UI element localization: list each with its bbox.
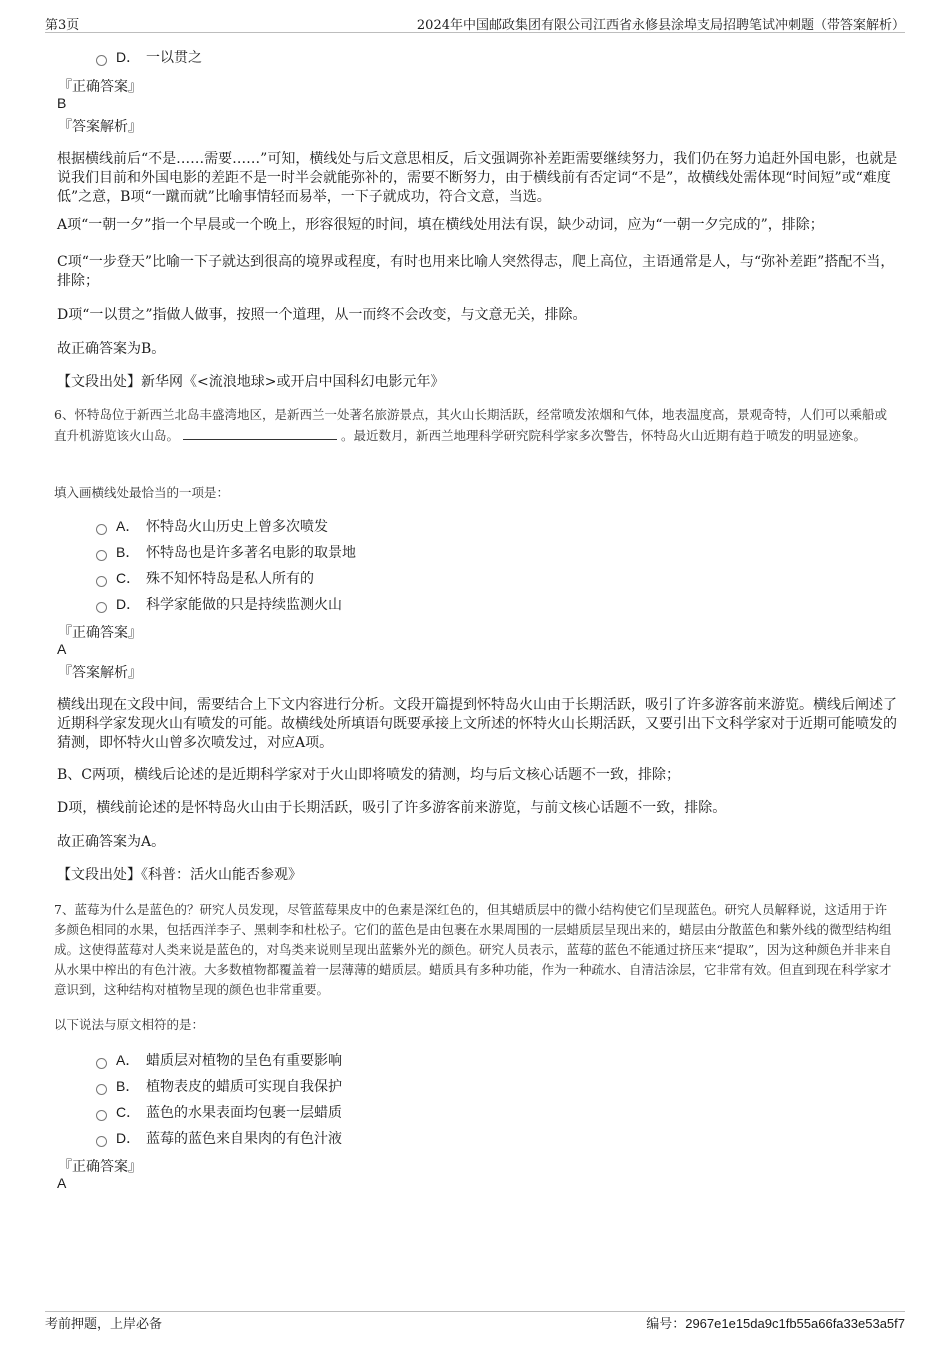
q7-answer: A — [57, 1175, 67, 1191]
q6-analysis-p2: B、C两项，横线后论述的是近期科学家对于火山即将喷发的猜测，均与后文核心话题不一致，排除； — [57, 767, 680, 783]
q6-answer-label: 『正确答案』 — [58, 625, 142, 641]
radio-icon[interactable] — [96, 550, 107, 561]
page-header — [0, 0, 950, 34]
radio-icon[interactable] — [96, 55, 107, 66]
q6-option-a[interactable] — [96, 516, 328, 536]
page-number: 第3页 — [45, 18, 80, 33]
option-text: 一以贯之 — [146, 50, 202, 66]
radio-icon[interactable] — [96, 602, 107, 613]
radio-icon[interactable] — [96, 1084, 107, 1095]
option-text: 殊不知怀特岛是私人所有的 — [146, 571, 314, 587]
footer-divider — [45, 1311, 905, 1312]
q5-answer-label: 『正确答案』 — [58, 79, 142, 95]
q6-option-d[interactable] — [96, 594, 342, 614]
option-letter: B． — [116, 1078, 140, 1094]
footer-code-value: 2967e1e15da9c1fb55a66fa33e53a5f7 — [685, 1316, 905, 1331]
q7-answer-label: 『正确答案』 — [58, 1159, 142, 1175]
radio-icon[interactable] — [96, 1136, 107, 1147]
option-text: 怀特岛也是许多著名电影的取景地 — [146, 545, 356, 561]
fill-blank — [183, 425, 337, 440]
option-letter: C． — [116, 570, 141, 586]
option-letter: A． — [116, 518, 140, 534]
q7-option-c[interactable] — [96, 1102, 342, 1122]
q6-answer: A — [57, 641, 67, 657]
q5-answer: B — [57, 95, 67, 111]
q6-analysis-p1: 横线出现在文段中间，需要结合上下文内容进行分析。文段开篇提到怀特岛火山由于长期活跃，吸引了许多游客前来游览。横线后阐述了近期科学家发现火山有喷发的可能。故横线处所填语句既要承接上文所述的怀特火山长期活跃，又要引出下文科学家对于近期可能喷发的猜测，即怀特火山曾多次喷发过，对应A项。 — [57, 697, 897, 751]
q7-option-d[interactable] — [96, 1128, 342, 1148]
q5-analysis-p2: A项“一朝一夕”指一个早晨或一个晚上，形容很短的时间，填在横线处用法有误，缺少动词，应为“一朝一夕完成的”，排除； — [57, 217, 824, 233]
radio-icon[interactable] — [96, 576, 107, 587]
q5-source: 【文段出处】新华网《<流浪地球>或开启中国科幻电影元年》 — [57, 374, 445, 390]
q6-analysis-p3: D项，横线前论述的是怀特岛火山由于长期活跃，吸引了许多游客前来游览，与前文核心话题不一致，排除。 — [57, 800, 727, 816]
option-letter: D． — [116, 596, 141, 612]
option-text: 蓝莓的蓝色来自果肉的有色汁液 — [146, 1131, 342, 1147]
document-title: 2024年中国邮政集团有限公司江西省永修县涂埠支局招聘笔试冲刺题（带答案解析） — [416, 18, 905, 33]
q7-option-a[interactable] — [96, 1050, 342, 1070]
footer-code-label: 编号： — [646, 1317, 686, 1332]
option-letter: D． — [116, 1130, 141, 1146]
q6-question-text — [54, 405, 899, 446]
q6-source: 【文段出处】《科普：活火山能否参观》 — [57, 867, 302, 883]
q6-analysis-label: 『答案解析』 — [58, 665, 142, 681]
q6-option-c[interactable] — [96, 568, 314, 588]
option-letter: A． — [116, 1052, 140, 1068]
radio-icon[interactable] — [96, 524, 107, 535]
q6-text-part2: 。最近数月，新西兰地理科学研究院科学家多次警告，怀特岛火山近期有趋于喷发的明显迹象。 — [341, 428, 867, 443]
q5-option-d[interactable] — [96, 47, 202, 67]
radio-icon[interactable] — [96, 1110, 107, 1121]
footer-slogan: 考前押题，上岸必备 — [45, 1317, 163, 1332]
footer-code — [646, 1313, 905, 1332]
q7-prompt: 以下说法与原文相符的是： — [54, 1017, 205, 1032]
option-letter: B． — [116, 544, 140, 560]
q5-analysis-p5: 故正确答案为B。 — [57, 341, 166, 357]
q5-analysis-p1: 根据横线前后“不是……需要……”可知，横线处与后文意思相反，后文强调弥补差距需要继续努力，我们仍在努力追赶外国电影，也就是说我们目前和外国电影的差距不是一时半会就能弥补的，需要不断努力，由于横线前有否定词“不是”，故横线处需体现“时间短”或“难度低”之意，B项“一蹴而就”比喻事情轻而易举，一下子就成功，符合文意，当选。 — [57, 151, 898, 205]
option-text: 植物表皮的蜡质可实现自我保护 — [146, 1079, 342, 1095]
option-text: 蜡质层对植物的呈色有重要影响 — [146, 1053, 342, 1069]
header-divider — [45, 32, 905, 33]
q5-analysis-p3: C项“一步登天”比喻一下子就达到很高的境界或程度，有时也用来比喻人突然得志，爬上高位，主语通常是人，与“弥补差距”搭配不当，排除； — [57, 254, 895, 289]
option-letter: C． — [116, 1104, 141, 1120]
option-letter: D． — [116, 49, 141, 65]
q6-analysis-p4: 故正确答案为A。 — [57, 834, 166, 850]
q5-analysis-p4: D项“一以贯之”指做人做事，按照一个道理，从一而终不会改变，与文意无关，排除。 — [57, 307, 587, 323]
q7-option-b[interactable] — [96, 1076, 342, 1096]
radio-icon[interactable] — [96, 1058, 107, 1069]
q6-text-part1: 6、怀特岛位于新西兰北岛丰盛湾地区，是新西兰一处著名旅游景点，其火山长期活跃，经常喷发浓烟和气体，地表温度高，景观奇特，人们可以乘船或直升机游览该火山岛。 — [54, 407, 887, 443]
option-text: 怀特岛火山历史上曾多次喷发 — [146, 519, 328, 535]
option-text: 科学家能做的只是持续监测火山 — [146, 597, 342, 613]
q5-analysis-label: 『答案解析』 — [58, 119, 142, 135]
q6-prompt: 填入画横线处最恰当的一项是： — [54, 485, 230, 500]
q7-question-text: 7、蓝莓为什么是蓝色的？研究人员发现，尽管蓝莓果皮中的色素是深红色的，但其蜡质层中的微小结构使它们呈现蓝色。研究人员解释说，这适用于许多颜色相同的水果，包括西洋李子、黑刺李和杜松子。它们的蓝色是由包裹在水果周围的一层蜡质层呈现出来的，蜡层由分散蓝色和紫外线的微型结构组成。这使得蓝莓对人类来说是蓝色的，对鸟类来说则呈现出蓝紫外光的颜色。研究人员表示，蓝莓的蓝色不能通过挤压来“提取”，因为这种颜色并非来自从水果中榨出的有色汁液。大多数植物都覆盖着一层薄薄的蜡质层。蜡质具有多种功能，作为一种疏水、自清洁涂层，它非常有效。但直到现在科学家才意识到，这种结构对植物呈现的颜色也非常重要。 — [54, 902, 892, 997]
option-text: 蓝色的水果表面均包裹一层蜡质 — [146, 1105, 342, 1121]
q6-option-b[interactable] — [96, 542, 356, 562]
